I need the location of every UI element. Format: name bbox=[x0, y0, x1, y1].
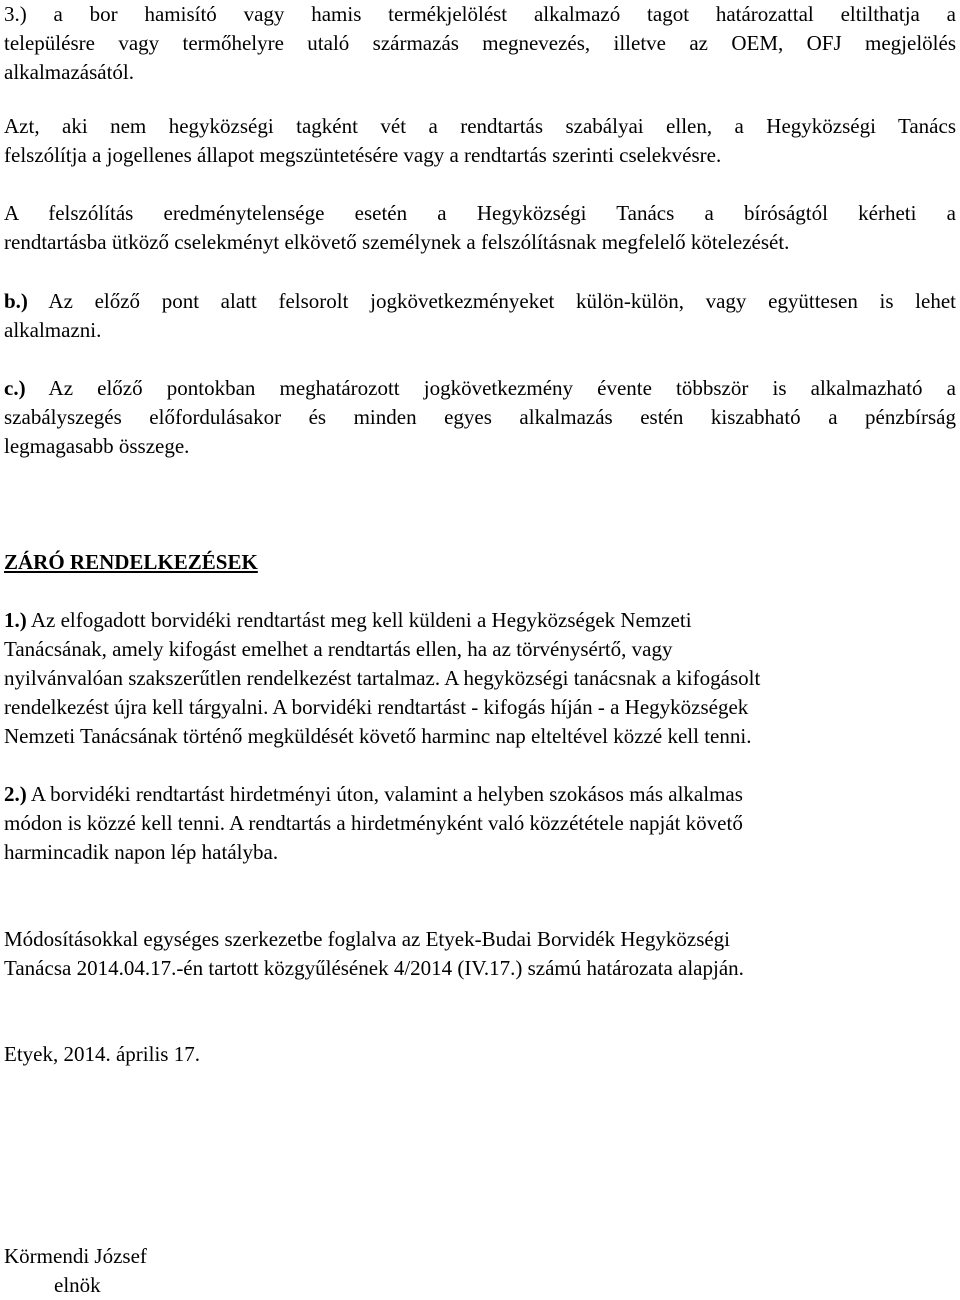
amendment-note bbox=[4, 925, 956, 983]
closing-1-text: Az elfogadott borvidéki rendtartást meg kell küldeni a Hegyközségek Nemzeti bbox=[26, 608, 692, 632]
point-c-text: Az előző pontokban meghatározott jogkövetkezmény évente többször is alkalmazható a bbox=[25, 376, 956, 400]
text-line: településre vagy termőhelyre utaló származás megnevezés, illetve az OEM, OFJ megjelölés bbox=[4, 31, 956, 55]
text-line: Tanácsa 2014.04.17.-én tartott közgyűlésének 4/2014 (IV.17.) számú határozata alapján. bbox=[4, 956, 744, 980]
text-line: alkalmazni. bbox=[4, 318, 102, 342]
text-line: alkalmazásától. bbox=[4, 60, 135, 84]
section-heading: ZÁRÓ RENDELKEZÉSEK bbox=[4, 550, 258, 574]
closing-1-marker: 1.) bbox=[4, 608, 27, 632]
point-b-paragraph bbox=[4, 287, 956, 345]
text-line bbox=[4, 780, 956, 809]
text-line: rendelkezést újra kell tárgyalni. A borvidéki rendtartást - kifogás híján - a Hegyközségek bbox=[4, 695, 749, 719]
closing-2-text: A borvidéki rendtartást hirdetményi úton, valamint a helyben szokásos más alkalmas bbox=[26, 782, 743, 806]
text-line: felszólítja a jogellenes állapot megszüntetésére vagy a rendtartás szerinti cselekvésre. bbox=[4, 143, 722, 167]
text-line: A felszólítás eredménytelensége esetén a Hegyközségi Tanács a bíróságtól kérheti a bbox=[4, 201, 956, 225]
summons-paragraph bbox=[4, 199, 956, 257]
text-line: legmagasabb összege. bbox=[4, 434, 190, 458]
point-b-marker: b.) bbox=[4, 289, 28, 313]
text-line bbox=[4, 374, 956, 403]
text-line: harmincadik napon lép hatályba. bbox=[4, 840, 279, 864]
text-line: rendtartásba ütköző cselekményt elkövető személynek a felszólításnak megfelelő kötelezését. bbox=[4, 230, 790, 254]
text-line: Azt, aki nem hegyközségi tagként vét a rendtartás szabályai ellen, a Hegyközségi Tanács bbox=[4, 114, 956, 138]
text-line: Etyek, 2014. április 17. bbox=[4, 1042, 200, 1066]
point-c-paragraph bbox=[4, 374, 956, 461]
text-line: Nemzeti Tanácsának történő megküldését követő harminc nap elteltével közzé kell tenni. bbox=[4, 724, 752, 748]
text-line: 3.) a bor hamisító vagy hamis termékjelölést alkalmazó tagot határozattal eltilthatja a bbox=[4, 2, 956, 26]
text-line bbox=[4, 287, 956, 316]
text-line: Tanácsának, amely kifogást emelhet a rendtartás ellen, ha az törvénysértő, vagy bbox=[4, 637, 673, 661]
point-b-text: Az előző pont alatt felsorolt jogkövetkezményeket külön-külön, vagy együttesen is lehet bbox=[27, 289, 956, 313]
signature-title: elnök bbox=[54, 1273, 101, 1297]
text-line bbox=[4, 606, 956, 635]
text-line: szabályszegés előfordulásakor és minden egyes alkalmazás estén kiszabható a pénzbírság bbox=[4, 405, 956, 429]
non-member-paragraph bbox=[4, 112, 956, 170]
text-line: módon is közzé kell tenni. A rendtartás a hirdetményként való közzététele napját követő bbox=[4, 811, 743, 835]
section-3-paragraph bbox=[4, 0, 956, 87]
signature-block bbox=[4, 1242, 956, 1300]
signature-name: Körmendi József bbox=[4, 1244, 147, 1268]
place-date bbox=[4, 1040, 956, 1069]
closing-point-2 bbox=[4, 780, 956, 867]
closing-2-marker: 2.) bbox=[4, 782, 27, 806]
point-c-marker: c.) bbox=[4, 376, 26, 400]
text-line: Módosításokkal egységes szerkezetbe foglalva az Etyek-Budai Borvidék Hegyközségi bbox=[4, 927, 731, 951]
text-line: nyilvánvalóan szakszerűtlen rendelkezést tartalmaz. A hegyközségi tanácsnak a kifogásolt bbox=[4, 666, 761, 690]
closing-point-1 bbox=[4, 606, 956, 751]
